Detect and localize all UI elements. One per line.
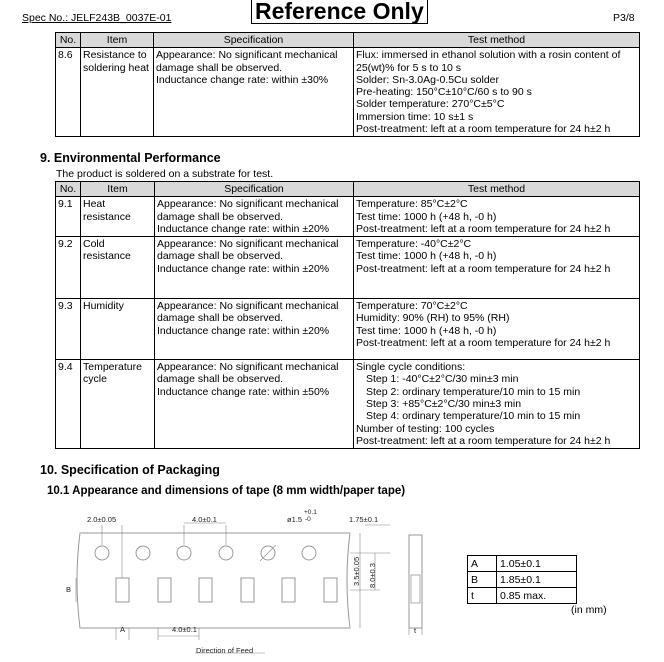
dim-hole-pitch: 2.0±0.05	[87, 515, 117, 524]
row-spec	[155, 237, 354, 299]
header-test-method: Test method	[354, 33, 640, 48]
method-line: Flux: immersed in ethanol solution with a rosin content of	[356, 49, 621, 62]
table-row	[56, 48, 640, 137]
row-item	[81, 48, 154, 137]
row-method	[354, 48, 640, 137]
spec-line: Appearance: No significant mechanical	[157, 198, 339, 211]
dim-hole-tol-plus: +0.1	[304, 509, 317, 516]
label-b: B	[66, 585, 72, 594]
dim-key: A	[468, 556, 497, 572]
header-item: Item	[81, 182, 155, 197]
spec-number: Spec No.: JELF243B_0037E-01	[22, 12, 172, 24]
method-line: Test time: 1000 h (+48 h, -0 h)	[356, 250, 497, 263]
item-line: soldering heat	[83, 61, 149, 74]
header-specification: Specification	[154, 33, 354, 48]
spec-line: Appearance: No significant mechanical	[157, 300, 339, 313]
sprocket-hole-icon	[302, 546, 316, 560]
dim-hole-diameter: ø1.5	[287, 515, 303, 524]
row-item	[81, 299, 155, 360]
item-line: Temperature	[83, 361, 142, 374]
table-row	[56, 299, 640, 360]
section-10-title: 10. Specification of Packaging	[40, 463, 220, 477]
method-line: Test time: 1000 h (+48 h, -0 h)	[356, 210, 497, 223]
spec-line: damage shall be observed.	[157, 312, 284, 325]
row-spec	[155, 360, 354, 449]
table-row	[56, 360, 640, 449]
cavity-icon	[324, 578, 337, 602]
dim-sprocket-pitch: 4.0±0.1	[192, 515, 217, 524]
method-line: Solder: Sn-3.0Ag-0.5Cu solder	[356, 73, 499, 86]
label-a: A	[120, 625, 126, 634]
item-line: resistance	[83, 250, 131, 263]
sprocket-hole-icon	[219, 546, 233, 560]
table-header-row	[56, 33, 640, 48]
header-item: Item	[81, 33, 154, 48]
cavity-icon	[241, 578, 254, 602]
spec-line: Inductance change rate: within ±20%	[157, 222, 330, 235]
method-line: Humidity: 90% (RH) to 95% (RH)	[356, 312, 510, 325]
row-method	[354, 197, 640, 237]
row-spec	[155, 299, 354, 360]
method-line: Single cycle conditions:	[356, 361, 466, 374]
method-line: Pre-heating: 150°C±10°C/60 s to 90 s	[356, 86, 532, 99]
row-no: 9.4	[56, 360, 81, 449]
method-line: Step 3: +85°C±2°C/30 min±3 min	[366, 398, 522, 411]
method-line: Step 4: ordinary temperature/10 min to 15 min	[366, 410, 581, 423]
method-line: Test time: 1000 h (+48 h, -0 h)	[356, 324, 497, 337]
cavity-icon	[199, 578, 212, 602]
row-no: 8.6	[56, 48, 81, 137]
page-number: P3/8	[613, 12, 635, 24]
cavity-icon	[116, 578, 129, 602]
row-item	[81, 197, 155, 237]
sprocket-hole-icon	[177, 546, 191, 560]
method-line: Post-treatment: left at a room temperature for 24 h±2 h	[356, 262, 611, 275]
table-row	[468, 588, 577, 604]
item-line: resistance	[83, 210, 131, 223]
section-9-note: The product is soldered on a substrate for test.	[56, 168, 274, 180]
reference-only-title: Reference Only	[251, 0, 428, 24]
table-header-row	[56, 182, 640, 197]
dim-key: t	[468, 588, 497, 604]
environmental-table	[55, 181, 640, 449]
tape-drawing	[60, 505, 460, 662]
spec-line: Inductance change rate: within ±20%	[157, 262, 330, 275]
header-no: No.	[56, 33, 81, 48]
table-row	[56, 237, 640, 299]
table-row	[468, 556, 577, 572]
method-line: Post-treatment: left at a room temperature for 24 h±2 h	[356, 222, 611, 235]
row-method	[354, 299, 640, 360]
dim-value: 1.05±0.1	[497, 556, 577, 572]
method-line: Post-treatment: left at a room temperature for 24 h±2 h	[356, 337, 611, 350]
row-item	[81, 360, 155, 449]
soldering-heat-table	[55, 32, 640, 137]
row-spec	[155, 197, 354, 237]
dim-key: B	[468, 572, 497, 588]
dim-hole-tol-minus: -0	[305, 516, 311, 523]
method-line: Step 2: ordinary temperature/10 min to 15 min	[366, 385, 581, 398]
spec-line: Inductance change rate: within ±30%	[156, 73, 329, 86]
spec-line: Appearance: No significant mechanical	[157, 238, 339, 251]
section-10-1-subtitle: 10.1 Appearance and dimensions of tape (8 mm width/paper tape)	[47, 485, 406, 497]
cavity-icon	[282, 578, 295, 602]
item-line: Resistance to	[83, 49, 147, 62]
item-line: Cold	[83, 238, 105, 251]
table-row	[56, 197, 640, 237]
method-line: Post-treatment: left at a room temperature for 24 h±2 h	[356, 123, 611, 136]
method-line: 25(wt)% for 5 s to 10 s	[356, 61, 462, 74]
tape-dimensions-table	[467, 555, 577, 604]
sprocket-hole-icon	[136, 546, 150, 560]
spec-line: damage shall be observed.	[157, 250, 284, 263]
method-line: Temperature: -40°C±2°C	[356, 238, 472, 251]
item-line: cycle	[83, 373, 107, 386]
sprocket-hole-icon	[95, 546, 109, 560]
method-line: Number of testing: 100 cycles	[356, 422, 495, 435]
row-no: 9.2	[56, 237, 81, 299]
row-no: 9.3	[56, 299, 81, 360]
dim-8-0: 8.0±0.3	[368, 563, 377, 588]
header-test-method: Test method	[354, 182, 640, 197]
row-method	[354, 360, 640, 449]
table-row	[468, 572, 577, 588]
method-line: Temperature: 70°C±2°C	[356, 300, 468, 313]
spec-line: damage shall be observed.	[156, 61, 283, 74]
spec-line: Appearance: No significant mechanical	[157, 361, 339, 374]
dim-edge: 1.75±0.1	[349, 515, 379, 524]
header-no: No.	[56, 182, 81, 197]
dim-value: 0.85 max.	[497, 588, 577, 604]
section-9-title: 9. Environmental Performance	[40, 151, 221, 165]
method-line: Post-treatment: left at a room temperature for 24 h±2 h	[356, 434, 611, 447]
spec-line: Appearance: No significant mechanical	[156, 49, 338, 62]
dim-cavity-pitch: 4.0±0.1	[172, 625, 197, 634]
row-no: 9.1	[56, 197, 81, 237]
method-line: Immersion time: 10 s±1 s	[356, 110, 474, 123]
row-spec	[154, 48, 354, 137]
dim-3-5: 3.5±0.05	[352, 556, 361, 586]
spec-line: Inductance change rate: within ±20%	[157, 324, 330, 337]
spec-line: damage shall be observed.	[157, 373, 284, 386]
method-line: Solder temperature: 270°C±5°C	[356, 98, 505, 111]
item-line: Heat	[83, 198, 106, 211]
unit-label: (in mm)	[571, 604, 607, 616]
item-line: Humidity	[83, 300, 124, 313]
header-specification: Specification	[155, 182, 354, 197]
dim-value: 1.85±0.1	[497, 572, 577, 588]
spec-line: damage shall be observed.	[157, 210, 284, 223]
direction-of-feed: Direction of Feed	[196, 646, 254, 655]
row-item	[81, 237, 155, 299]
row-method	[354, 237, 640, 299]
method-line: Step 1: -40°C±2°C/30 min±3 min	[366, 373, 519, 386]
method-line: Temperature: 85°C±2°C	[356, 198, 468, 211]
cavity-icon	[158, 578, 171, 602]
label-t: t	[414, 626, 417, 635]
spec-line: Inductance change rate: within ±50%	[157, 385, 330, 398]
